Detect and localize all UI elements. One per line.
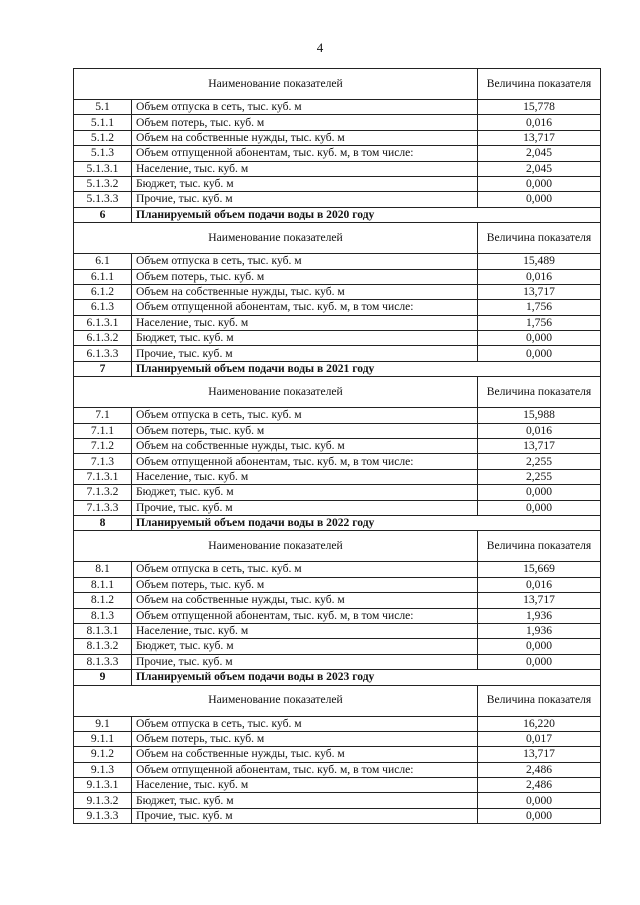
table-row <box>74 331 601 346</box>
indicator-name: Бюджет, тыс. куб. м <box>132 176 478 191</box>
indicator-name: Объем отпущенной абонентам, тыс. куб. м, в том числе: <box>132 300 478 315</box>
table-row <box>74 300 601 315</box>
section-title: Планируемый объем подачи воды в 2022 году <box>132 515 601 530</box>
section-row <box>74 361 601 376</box>
table-row <box>74 778 601 793</box>
row-number: 7.1.3.1 <box>74 469 132 484</box>
indicator-name: Объем отпущенной абонентам, тыс. куб. м, в том числе: <box>132 608 478 623</box>
table-row <box>74 469 601 484</box>
indicator-value: 0,000 <box>478 500 601 515</box>
indicator-name: Прочие, тыс. куб. м <box>132 808 478 823</box>
section-title: Планируемый объем подачи воды в 2021 году <box>132 361 601 376</box>
indicator-value: 15,489 <box>478 254 601 269</box>
section-number: 9 <box>74 670 132 685</box>
indicator-value: 0,000 <box>478 654 601 669</box>
indicator-value: 0,000 <box>478 176 601 191</box>
row-number: 8.1.2 <box>74 593 132 608</box>
indicator-value: 15,778 <box>478 100 601 115</box>
table-row <box>74 454 601 469</box>
column-header-name: Наименование показателей <box>74 531 478 562</box>
row-number: 6.1.2 <box>74 284 132 299</box>
table-row <box>74 608 601 623</box>
table-row <box>74 485 601 500</box>
water-supply-table <box>73 68 601 824</box>
row-number: 7.1.3.3 <box>74 500 132 515</box>
row-number: 9.1.3 <box>74 762 132 777</box>
indicator-name: Объем отпущенной абонентам, тыс. куб. м, в том числе: <box>132 146 478 161</box>
indicator-name: Объем потерь, тыс. куб. м <box>132 423 478 438</box>
indicator-value: 0,016 <box>478 115 601 130</box>
indicator-name: Бюджет, тыс. куб. м <box>132 485 478 500</box>
indicator-value: 0,000 <box>478 793 601 808</box>
indicator-name: Объем потерь, тыс. куб. м <box>132 115 478 130</box>
row-number: 5.1.3.2 <box>74 176 132 191</box>
indicator-name: Население, тыс. куб. м <box>132 469 478 484</box>
row-number: 9.1.2 <box>74 747 132 762</box>
indicator-value: 0,000 <box>478 639 601 654</box>
indicator-value: 0,016 <box>478 577 601 592</box>
column-header-name: Наименование показателей <box>74 69 478 100</box>
table-row <box>74 161 601 176</box>
indicator-value: 2,486 <box>478 778 601 793</box>
row-number: 8.1.3 <box>74 608 132 623</box>
section-row <box>74 207 601 222</box>
section-number: 8 <box>74 515 132 530</box>
section-number: 7 <box>74 361 132 376</box>
indicator-name: Бюджет, тыс. куб. м <box>132 639 478 654</box>
table-body <box>74 69 601 824</box>
indicator-name: Объем потерь, тыс. куб. м <box>132 269 478 284</box>
indicator-name: Прочие, тыс. куб. м <box>132 500 478 515</box>
indicator-name: Объем на собственные нужды, тыс. куб. м <box>132 593 478 608</box>
indicator-value: 15,669 <box>478 562 601 577</box>
row-number: 8.1.3.2 <box>74 639 132 654</box>
indicator-name: Объем на собственные нужды, тыс. куб. м <box>132 284 478 299</box>
table-row <box>74 146 601 161</box>
row-number: 5.1 <box>74 100 132 115</box>
section-row <box>74 515 601 530</box>
indicator-value: 2,255 <box>478 454 601 469</box>
table-row <box>74 577 601 592</box>
row-number: 7.1.3 <box>74 454 132 469</box>
column-header-row <box>74 223 601 254</box>
row-number: 6.1.3.3 <box>74 346 132 361</box>
indicator-value: 2,486 <box>478 762 601 777</box>
column-header-row <box>74 685 601 716</box>
row-number: 9.1 <box>74 716 132 731</box>
row-number: 9.1.3.1 <box>74 778 132 793</box>
column-header-name: Наименование показателей <box>74 685 478 716</box>
table-row <box>74 100 601 115</box>
table-row <box>74 716 601 731</box>
table-row <box>74 176 601 191</box>
column-header-value: Величина показателя <box>478 685 601 716</box>
row-number: 9.1.3.3 <box>74 808 132 823</box>
table-row <box>74 731 601 746</box>
row-number: 8.1.3.3 <box>74 654 132 669</box>
row-number: 6.1 <box>74 254 132 269</box>
indicator-value: 1,756 <box>478 300 601 315</box>
indicator-name: Объем отпуска в сеть, тыс. куб. м <box>132 100 478 115</box>
row-number: 5.1.1 <box>74 115 132 130</box>
indicator-value: 2,255 <box>478 469 601 484</box>
indicator-name: Прочие, тыс. куб. м <box>132 192 478 207</box>
row-number: 5.1.3.1 <box>74 161 132 176</box>
row-number: 6.1.3.1 <box>74 315 132 330</box>
indicator-name: Прочие, тыс. куб. м <box>132 346 478 361</box>
indicator-name: Население, тыс. куб. м <box>132 315 478 330</box>
indicator-value: 1,756 <box>478 315 601 330</box>
indicator-value: 13,717 <box>478 593 601 608</box>
row-number: 6.1.1 <box>74 269 132 284</box>
indicator-value: 1,936 <box>478 623 601 638</box>
indicator-value: 2,045 <box>478 146 601 161</box>
indicator-value: 0,000 <box>478 346 601 361</box>
table-row <box>74 562 601 577</box>
indicator-name: Объем потерь, тыс. куб. м <box>132 731 478 746</box>
section-row <box>74 670 601 685</box>
indicator-name: Объем на собственные нужды, тыс. куб. м <box>132 747 478 762</box>
indicator-value: 13,717 <box>478 747 601 762</box>
column-header-value: Величина показателя <box>478 377 601 408</box>
indicator-value: 0,016 <box>478 269 601 284</box>
table-row <box>74 315 601 330</box>
row-number: 8.1 <box>74 562 132 577</box>
indicator-value: 1,936 <box>478 608 601 623</box>
indicator-name: Объем отпущенной абонентам, тыс. куб. м, в том числе: <box>132 762 478 777</box>
table-row <box>74 192 601 207</box>
indicator-name: Объем на собственные нужды, тыс. куб. м <box>132 130 478 145</box>
column-header-row <box>74 377 601 408</box>
table-row <box>74 654 601 669</box>
row-number: 5.1.3.3 <box>74 192 132 207</box>
table-row <box>74 439 601 454</box>
column-header-row <box>74 531 601 562</box>
table-row <box>74 254 601 269</box>
indicator-value: 0,016 <box>478 423 601 438</box>
indicator-value: 0,000 <box>478 808 601 823</box>
indicator-name: Объем отпущенной абонентам, тыс. куб. м, в том числе: <box>132 454 478 469</box>
indicator-name: Бюджет, тыс. куб. м <box>132 331 478 346</box>
indicator-value: 16,220 <box>478 716 601 731</box>
row-number: 7.1.1 <box>74 423 132 438</box>
table-row <box>74 346 601 361</box>
column-header-value: Величина показателя <box>478 69 601 100</box>
section-title: Планируемый объем подачи воды в 2020 году <box>132 207 601 222</box>
indicator-value: 15,988 <box>478 408 601 423</box>
row-number: 7.1.3.2 <box>74 485 132 500</box>
table-row <box>74 284 601 299</box>
column-header-value: Величина показателя <box>478 223 601 254</box>
row-number: 7.1.2 <box>74 439 132 454</box>
table-row <box>74 747 601 762</box>
section-number: 6 <box>74 207 132 222</box>
indicator-name: Бюджет, тыс. куб. м <box>132 793 478 808</box>
table-row <box>74 423 601 438</box>
table-row <box>74 793 601 808</box>
indicator-name: Объем на собственные нужды, тыс. куб. м <box>132 439 478 454</box>
indicator-value: 2,045 <box>478 161 601 176</box>
table-row <box>74 408 601 423</box>
table-row <box>74 808 601 823</box>
indicator-value: 13,717 <box>478 284 601 299</box>
indicator-value: 0,000 <box>478 485 601 500</box>
indicator-name: Население, тыс. куб. м <box>132 161 478 176</box>
column-header-name: Наименование показателей <box>74 223 478 254</box>
table-row <box>74 623 601 638</box>
column-header-value: Величина показателя <box>478 531 601 562</box>
indicator-name: Объем отпуска в сеть, тыс. куб. м <box>132 716 478 731</box>
indicator-name: Население, тыс. куб. м <box>132 778 478 793</box>
row-number: 6.1.3.2 <box>74 331 132 346</box>
table-row <box>74 130 601 145</box>
row-number: 6.1.3 <box>74 300 132 315</box>
indicator-name: Население, тыс. куб. м <box>132 623 478 638</box>
row-number: 9.1.1 <box>74 731 132 746</box>
row-number: 5.1.3 <box>74 146 132 161</box>
table-row <box>74 115 601 130</box>
indicator-value: 0,017 <box>478 731 601 746</box>
indicator-value: 13,717 <box>478 130 601 145</box>
page-number: 4 <box>316 40 324 55</box>
indicator-name: Объем отпуска в сеть, тыс. куб. м <box>132 408 478 423</box>
indicator-name: Объем потерь, тыс. куб. м <box>132 577 478 592</box>
indicator-value: 0,000 <box>478 331 601 346</box>
table-row <box>74 639 601 654</box>
indicator-value: 13,717 <box>478 439 601 454</box>
indicator-value: 0,000 <box>478 192 601 207</box>
indicator-name: Объем отпуска в сеть, тыс. куб. м <box>132 562 478 577</box>
row-number: 7.1 <box>74 408 132 423</box>
row-number: 8.1.1 <box>74 577 132 592</box>
section-title: Планируемый объем подачи воды в 2023 году <box>132 670 601 685</box>
row-number: 9.1.3.2 <box>74 793 132 808</box>
row-number: 8.1.3.1 <box>74 623 132 638</box>
table-row <box>74 762 601 777</box>
column-header-name: Наименование показателей <box>74 377 478 408</box>
table-row <box>74 500 601 515</box>
table-row <box>74 269 601 284</box>
indicator-name: Прочие, тыс. куб. м <box>132 654 478 669</box>
row-number: 5.1.2 <box>74 130 132 145</box>
column-header-row <box>74 69 601 100</box>
indicator-name: Объем отпуска в сеть, тыс. куб. м <box>132 254 478 269</box>
table-row <box>74 593 601 608</box>
